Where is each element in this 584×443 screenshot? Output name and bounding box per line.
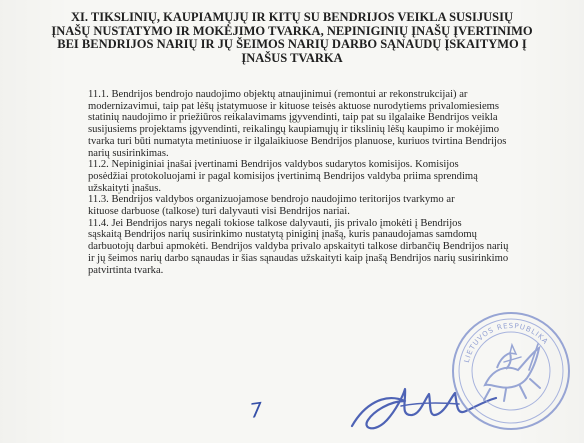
body-line: susijusiems projektams įgyvendinti, reikalingų kaupiamųjų ir tikslinių lėšų kaupimo ir mokėjimo bbox=[88, 124, 500, 136]
heading-line-3: BEI BENDRIJOS NARIŲ IR JŲ ŠEIMOS NARIŲ DARBO SĄNAUDŲ ĮSKAITYMO Į bbox=[57, 37, 527, 51]
body-line: modernizavimui, taip pat lėšų įstatymuose ir kituose teisės aktuose nurodytiems privalomiesiems bbox=[88, 100, 500, 112]
section-heading bbox=[20, 11, 564, 65]
body-line: ir jų šeimos narių darbo sąnaudas ir šias sąnaudas užskaityti kaip įnašą Bendrijos narių susirinkimo bbox=[88, 252, 509, 264]
heading-line-4: ĮNAŠUS TVARKA bbox=[241, 50, 343, 65]
official-seal bbox=[450, 310, 572, 432]
body-line: statinių naudojimo ir priežiūros reikalavimams įgyvendinti, taip pat su ilgalaike Bendrijos veikla bbox=[88, 112, 498, 124]
body-line: 11.2. Nepiniginiai įnašai įvertinami Bendrijos valdybos sudarytos komisijos. Komisijos bbox=[88, 159, 459, 171]
body-line: posėdžiai protokoluojami ir pagal komisijos įvertinimą Bendrijos valdyba priima sprendimą bbox=[88, 170, 478, 182]
body-line: tvarka turi būti numatyta metiniuose ir ilgalaikiuose Bendrijos planuose, kuriuos tvirtina Bendrijos bbox=[88, 135, 507, 147]
body-line: sąskaitą Bendrijos narių susirinkimo nustatytą piniginį įnašą, kuris panaudojamas samdomų bbox=[88, 229, 477, 241]
body-line: 11.4. Jei Bendrijos narys negali tokiose talkose dalyvauti, jis privalo įmokėti į Bendrijos bbox=[88, 217, 462, 229]
body-line: patvirtinta tvarka. bbox=[88, 264, 164, 276]
heading-line-1: XI. TIKSLINIŲ, KAUPIAMŲJŲ IR KITŲ SU BENDRIJOS VEIKLA SUSIJUSIŲ bbox=[70, 10, 513, 24]
body-line: 11.3. Bendrijos valdybos organizuojamose bendrojo naudojimo teritorijos tvarkymo ar bbox=[88, 194, 455, 206]
body-line: 11.1. Bendrijos bendrojo naudojimo objektų atnaujinimui (remontui ar rekonstrukcijai) ar bbox=[88, 89, 468, 100]
page-number: 7 bbox=[248, 397, 265, 423]
svg-text:LIETUVOS RESPUBLIKA: LIETUVOS RESPUBLIKA bbox=[462, 321, 550, 364]
section-body bbox=[88, 89, 568, 276]
body-line: kituose darbuose (talkose) turi dalyvauti visi Bendrijos nariai. bbox=[88, 206, 350, 218]
body-line: narių susirinkimas. bbox=[88, 147, 169, 159]
body-line: užskaityti įnašus. bbox=[88, 182, 161, 194]
body-line: darbuotojų darbui apmokėti. Bendrijos valdyba privalo apskaityti talkose dirbančių Bendrijos narių bbox=[88, 241, 509, 253]
heading-line-2: ĮNAŠŲ NUSTATYMO IR MOKĖJIMO TVARKA, NEPINIGINIŲ ĮNAŠŲ ĮVERTINIMO bbox=[51, 23, 533, 38]
